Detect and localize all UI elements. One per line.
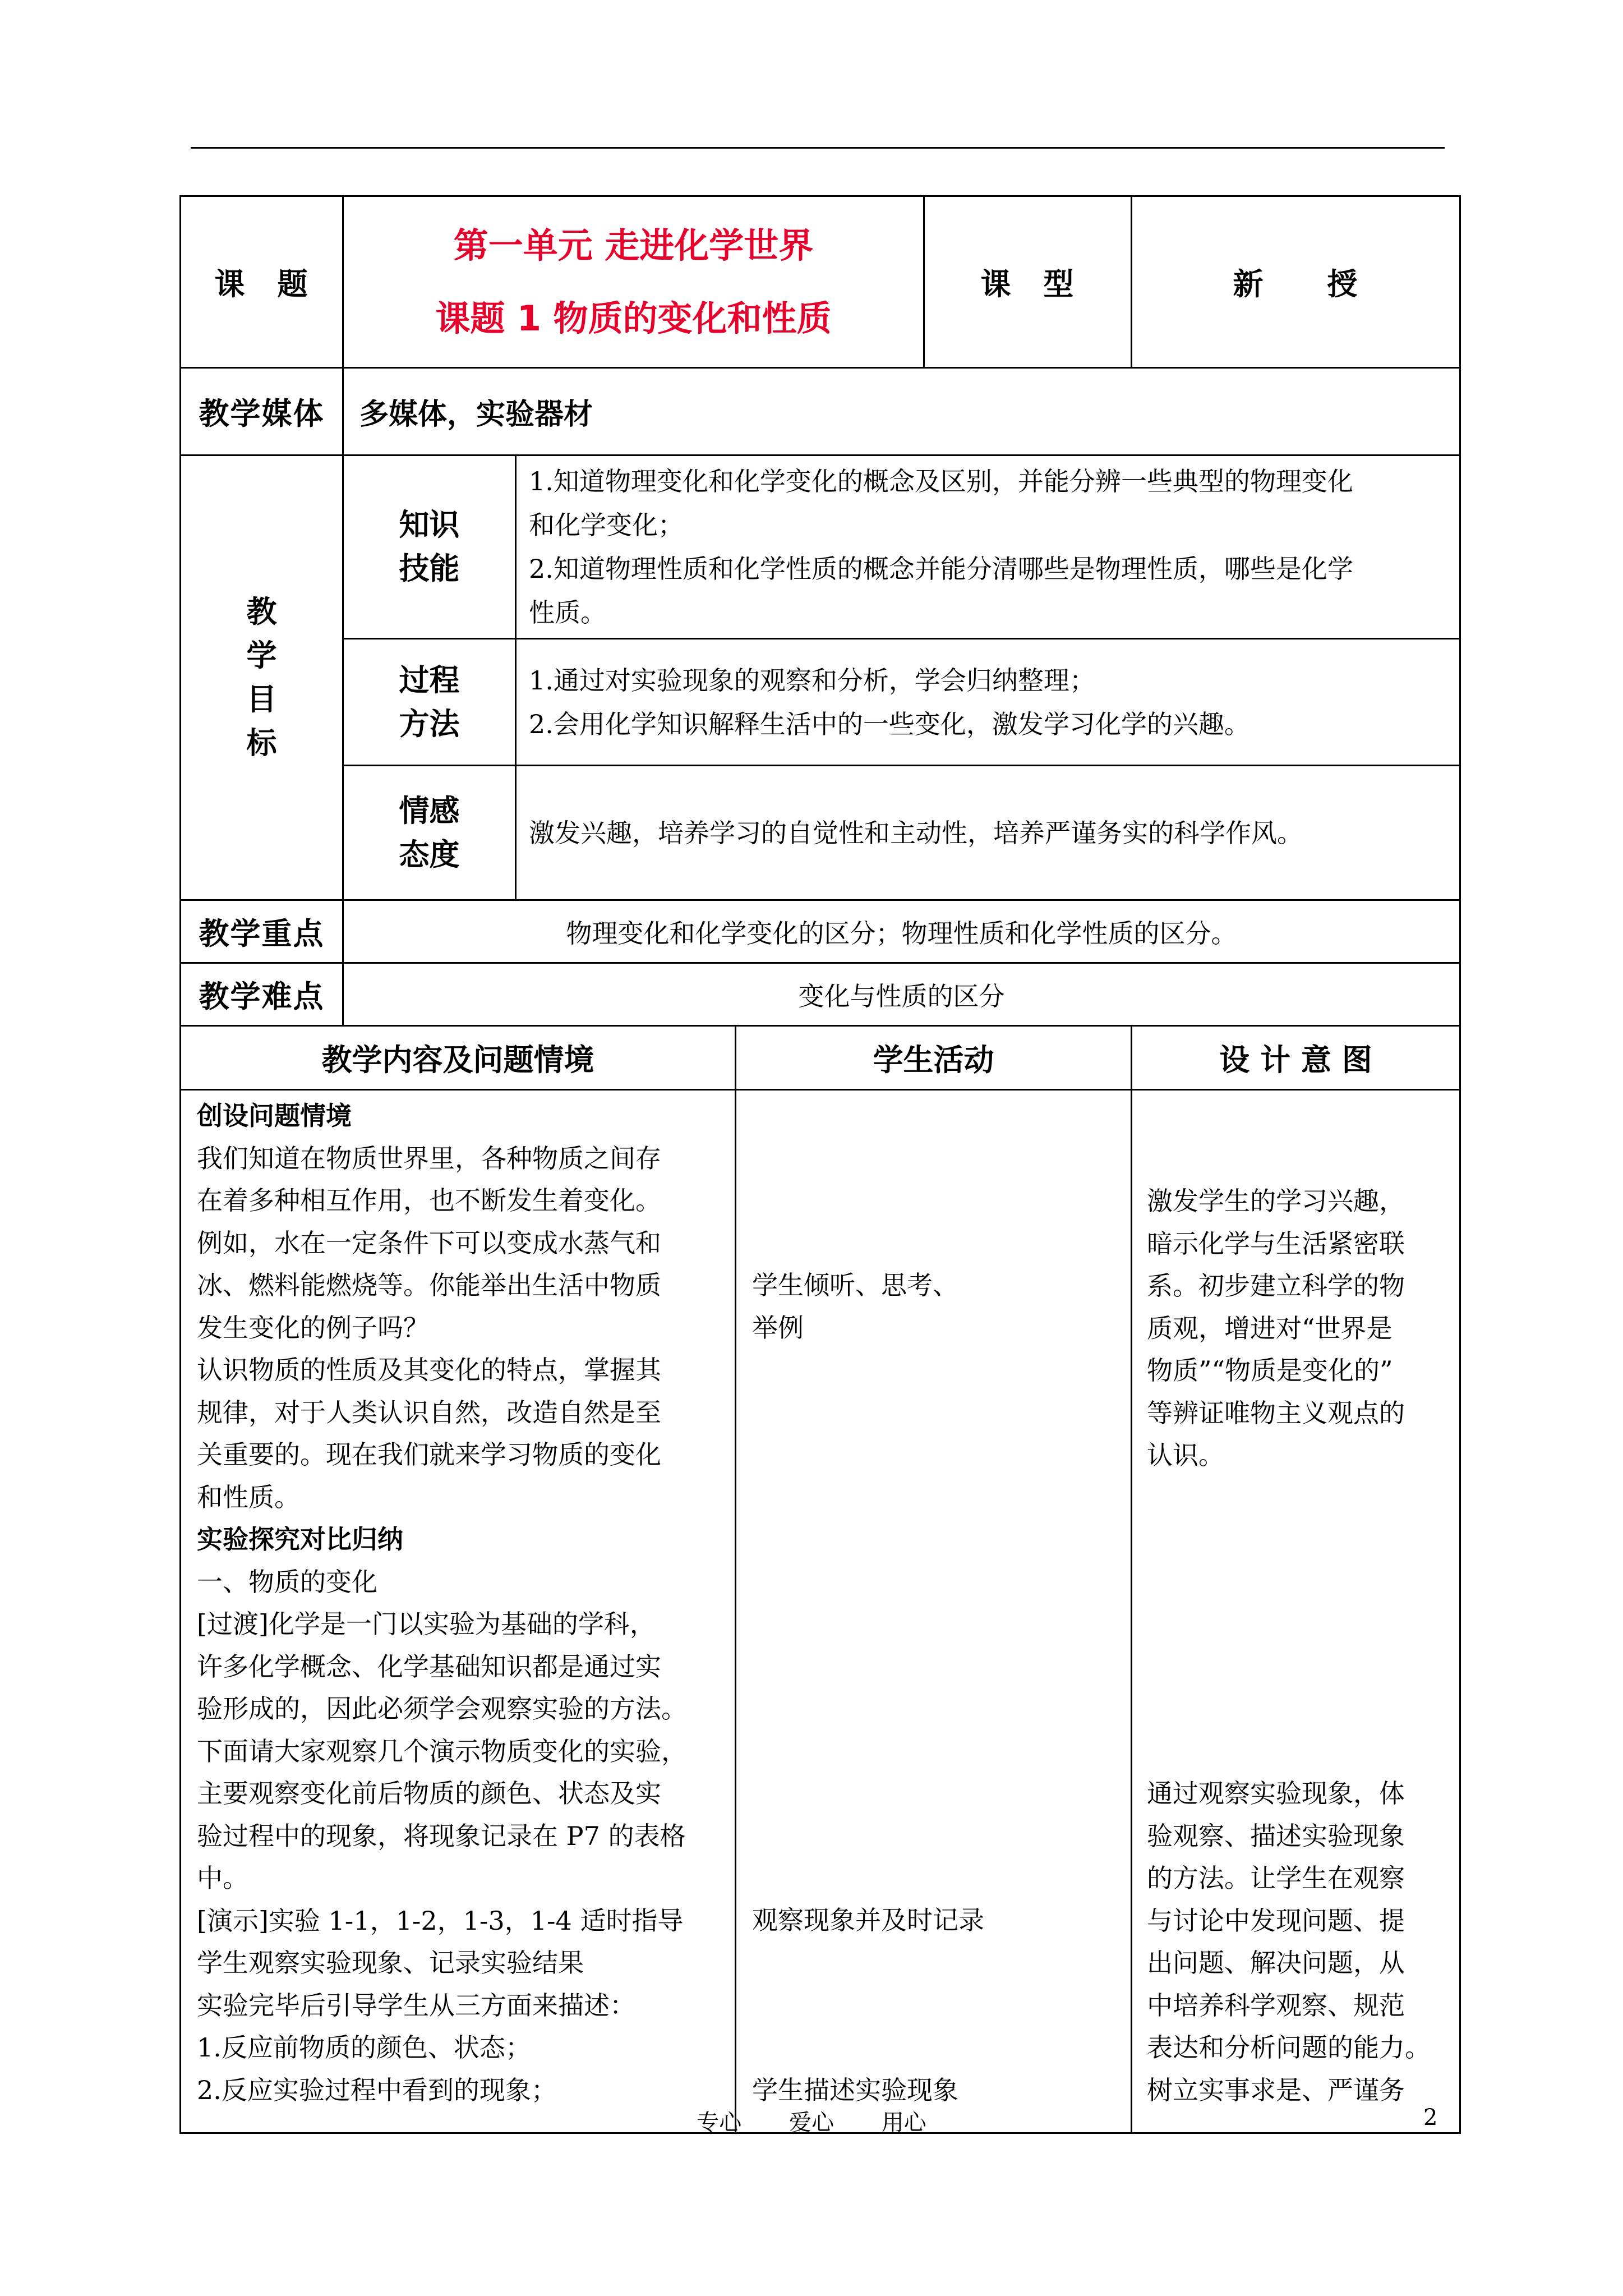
emotion-label-2: 态度	[399, 836, 460, 872]
intent-line: 表达和分析问题的能力。	[1147, 2032, 1431, 2063]
section-heading: 创设问题情境	[197, 1101, 352, 1131]
content-line: [演示]实验 1-1，1-2，1-3，1-4 适时指导	[197, 1905, 684, 1936]
header-rule	[191, 147, 1445, 149]
activity-describe: 学生描述实验现象	[752, 2075, 958, 2105]
knowledge-line: 1.知道物理变化和化学变化的概念及区别，并能分辨一些典型的物理变化	[529, 466, 1353, 496]
intent-line: 验观察、描述实验现象	[1147, 1820, 1405, 1851]
intent-line: 暗示化学与生活紧密联	[1147, 1228, 1405, 1259]
activity-cell	[736, 1090, 1132, 2133]
page-number: 2	[1423, 2105, 1438, 2131]
content-line: 中。	[197, 1863, 248, 1893]
process-label-cell	[343, 639, 516, 766]
content-line: 一、物质的变化	[197, 1566, 377, 1597]
goals-label-cell	[181, 455, 343, 900]
footer-item: 爱心	[789, 2110, 834, 2136]
topic-label: 课 题	[181, 196, 343, 368]
intent-line: 物质”“物质是变化的”	[1147, 1355, 1393, 1386]
intent-cell	[1132, 1090, 1460, 2133]
content-line: 许多化学概念、化学基础知识都是通过实	[197, 1651, 661, 1682]
intent-line: 系。初步建立科学的物	[1147, 1271, 1405, 1301]
knowledge-line: 性质。	[529, 597, 606, 628]
goals-label-3: 目	[246, 682, 277, 717]
intent-line: 的方法。让学生在观察	[1147, 1863, 1405, 1893]
intent-line: 与讨论中发现问题、提	[1147, 1905, 1405, 1936]
content-line: [过渡]化学是一门以实验为基础的学科，	[197, 1609, 656, 1639]
content-line: 和性质。	[197, 1481, 300, 1512]
section-heading: 实验探究对比归纳	[197, 1524, 403, 1554]
content-line: 例如，水在一定条件下可以变成水蒸气和	[197, 1227, 661, 1258]
unit-title: 第一单元 走进化学世界	[453, 224, 814, 266]
intent-block-1	[1147, 1180, 1405, 1477]
content-line: 主要观察变化前后物质的颜色、状态及实	[197, 1778, 661, 1809]
type-label: 课 型	[924, 196, 1132, 368]
intent-line: 激发学生的学习兴趣，	[1147, 1186, 1405, 1216]
knowledge-text	[516, 455, 1460, 639]
knowledge-label-cell	[343, 455, 516, 639]
emotion-label-cell	[343, 766, 516, 900]
process-label-1: 过程	[399, 662, 460, 698]
difficulties-value: 变化与性质的区分	[343, 963, 1460, 1026]
content-line: 学生观察实验现象、记录实验结果	[197, 1948, 584, 1978]
lesson-title: 课题 1 物质的变化和性质	[435, 297, 832, 339]
intent-line: 中培养科学观察、规范	[1147, 1990, 1405, 2021]
process-text	[516, 639, 1460, 766]
knowledge-line: 2.知道物理性质和化学性质的概念并能分清哪些是物理性质，哪些是化学	[529, 554, 1353, 584]
content-line: 规律，对于人类认识自然，改造自然是至	[197, 1397, 661, 1428]
intent-line: 质观，增进对“世界是	[1147, 1313, 1393, 1343]
content-line: 1.反应前物质的颜色、状态；	[197, 2032, 531, 2063]
content-line: 实验完毕后引导学生从三方面来描述：	[197, 1990, 635, 2021]
content-line: 2.反应实验过程中看到的现象；	[197, 2074, 557, 2105]
process-label-2: 方法	[399, 706, 460, 742]
activity-listen: 学生倾听、思考、	[752, 1270, 958, 1300]
topic-title-cell	[343, 196, 924, 368]
lesson-plan-table	[179, 195, 1461, 2134]
intent-block-2	[1147, 1773, 1431, 2111]
goals-label-2: 学	[246, 638, 277, 673]
intent-line: 树立实事求是、严谨务	[1147, 2074, 1405, 2105]
activity-observe: 观察现象并及时记录	[752, 1905, 984, 1935]
emotion-text: 激发兴趣，培养学习的自觉性和主动性，培养严谨务实的科学作风。	[516, 766, 1460, 900]
emotion-label-1: 情感	[399, 793, 460, 829]
content-line: 我们知道在物质世界里，各种物质之间存	[197, 1143, 661, 1174]
media-label: 教学媒体	[181, 368, 343, 455]
content-lines	[197, 1095, 687, 2111]
media-value: 多媒体，实验器材	[343, 368, 1460, 455]
content-line: 冰、燃料能燃烧等。你能举出生活中物质	[197, 1270, 661, 1300]
column-header-content: 教学内容及问题情境	[181, 1026, 736, 1090]
knowledge-line: 和化学变化；	[529, 510, 684, 540]
footer-item: 专心	[697, 2110, 742, 2136]
intent-line: 通过观察实验现象，体	[1147, 1778, 1405, 1809]
column-header-activity: 学生活动	[736, 1026, 1132, 1090]
goals-label-4: 标	[246, 725, 277, 761]
content-line: 验形成的，因此必须学会观察实验的方法。	[197, 1694, 687, 1724]
footer-item: 用心	[881, 2110, 926, 2136]
goals-label-1: 教	[246, 594, 277, 629]
knowledge-label-2: 技能	[399, 551, 460, 586]
content-line: 验过程中的现象，将现象记录在 P7 的表格	[197, 1820, 686, 1851]
activity-example: 举例	[752, 1313, 804, 1343]
key-points-value: 物理变化和化学变化的区分；物理性质和化学性质的区分。	[343, 900, 1460, 963]
process-line: 1.通过对实验现象的观察和分析，学会归纳整理；	[529, 665, 1095, 696]
key-points-label: 教学重点	[181, 900, 343, 963]
process-line: 2.会用化学知识解释生活中的一些变化，激发学习化学的兴趣。	[529, 708, 1250, 739]
column-header-intent: 设 计 意 图	[1132, 1026, 1460, 1090]
intent-line: 等辨证唯物主义观点的	[1147, 1397, 1405, 1428]
type-value: 新 授	[1132, 196, 1460, 368]
footer	[0, 2105, 1623, 2137]
content-line: 发生变化的例子吗？	[197, 1312, 429, 1343]
difficulties-label: 教学难点	[181, 963, 343, 1026]
knowledge-label-1: 知识	[399, 507, 460, 542]
content-line: 下面请大家观察几个演示物质变化的实验，	[197, 1736, 687, 1766]
intent-line: 出问题、解决问题，从	[1147, 1948, 1405, 1978]
intent-line: 认识。	[1147, 1440, 1224, 1470]
content-cell	[181, 1090, 736, 2133]
content-line: 认识物质的性质及其变化的特点，掌握其	[197, 1355, 661, 1385]
content-line: 在着多种相互作用，也不断发生着变化。	[197, 1185, 661, 1216]
content-line: 关重要的。现在我们就来学习物质的变化	[197, 1439, 661, 1470]
